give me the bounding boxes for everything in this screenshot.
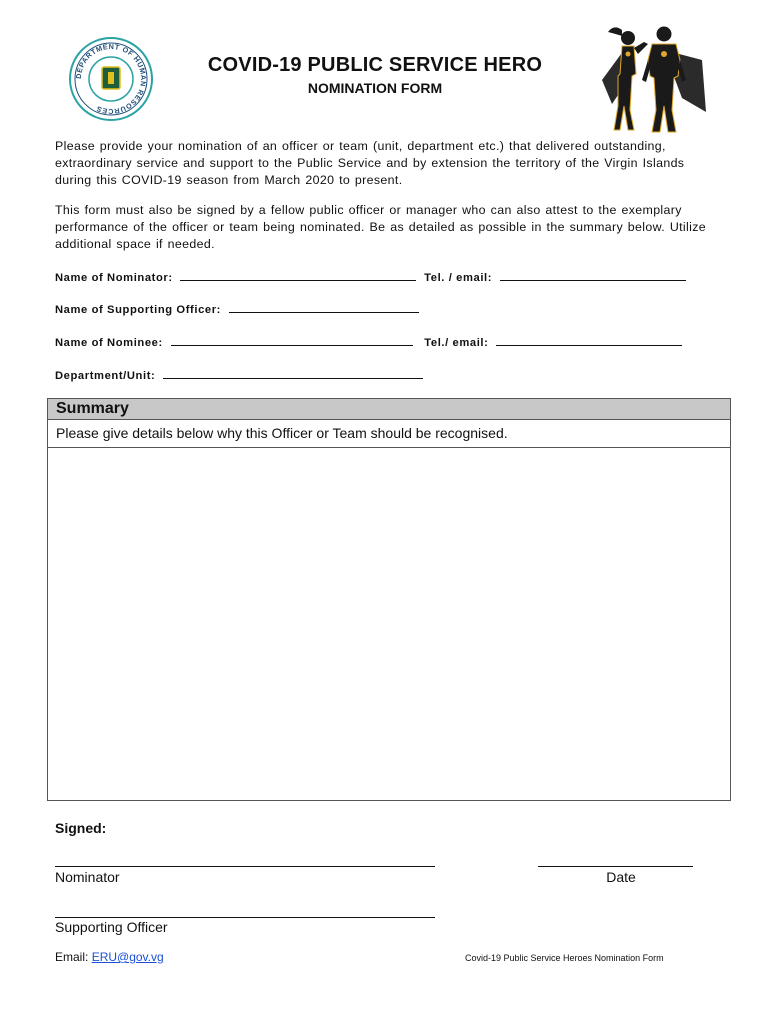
- department-label: Department/Unit:: [55, 370, 156, 382]
- footer-email-link[interactable]: ERU@gov.vg: [91, 950, 164, 964]
- nominator-signature-label: Nominator: [55, 869, 120, 885]
- date-signature-line[interactable]: [538, 866, 693, 867]
- nominator-signature-line[interactable]: [55, 866, 435, 867]
- nominee-name-field[interactable]: [171, 335, 413, 346]
- department-row: [55, 368, 423, 382]
- footer-form-name: Covid-19 Public Service Heroes Nomination Form: [465, 953, 664, 963]
- logo-ring-text: DEPARTMENT OF HUMAN RESOURCES: [73, 41, 149, 117]
- department-field[interactable]: [163, 368, 423, 379]
- supporting-officer-label: Name of Supporting Officer:: [55, 304, 221, 316]
- nominator-name-field[interactable]: [180, 270, 416, 281]
- nominator-row: [55, 270, 686, 284]
- supporting-officer-row: [55, 302, 419, 316]
- summary-textarea[interactable]: [48, 448, 730, 800]
- nominee-row: [55, 335, 682, 349]
- nominee-name-label: Name of Nominee:: [55, 337, 163, 349]
- summary-section: [47, 398, 731, 801]
- supporting-officer-field[interactable]: [229, 302, 419, 313]
- summary-heading: Summary: [48, 399, 730, 420]
- nominee-contact-label: Tel./ email:: [424, 337, 489, 349]
- department-logo: [68, 36, 154, 122]
- date-label: Date: [606, 869, 636, 885]
- supporting-officer-signature-label: Supporting Officer: [55, 919, 168, 935]
- nominee-contact-field[interactable]: [496, 335, 682, 346]
- footer-email-label: Email:: [55, 950, 89, 964]
- page-subtitle: NOMINATION FORM: [307, 80, 443, 96]
- summary-instruction: Please give details below why this Officer or Team should be recognised.: [48, 420, 730, 448]
- nominator-contact-label: Tel. / email:: [424, 272, 493, 284]
- instructions-paragraph: This form must also be signed by a fellow public officer or manager who can also attest to the exemplary performance of the officer or team being nominated. Be as detailed as possible in the summary below. Utilize additional space if needed.: [55, 203, 707, 251]
- page-title: COVID-19 PUBLIC SERVICE HERO: [207, 54, 543, 76]
- heroes-illustration: [594, 20, 712, 136]
- supporting-officer-signature-line[interactable]: [55, 917, 435, 918]
- signed-label: Signed:: [55, 820, 107, 836]
- intro-paragraph: Please provide your nomination of an officer or team (unit, department etc.) that delivered outstanding, extraordinary service and support to the Public Service and by extension the territory of the Virgin Islands during this COVID-19 season from March 2020 to present.: [55, 139, 685, 187]
- nominator-name-label: Name of Nominator:: [55, 272, 173, 284]
- nominator-contact-field[interactable]: [500, 270, 686, 281]
- footer-email: [55, 950, 164, 964]
